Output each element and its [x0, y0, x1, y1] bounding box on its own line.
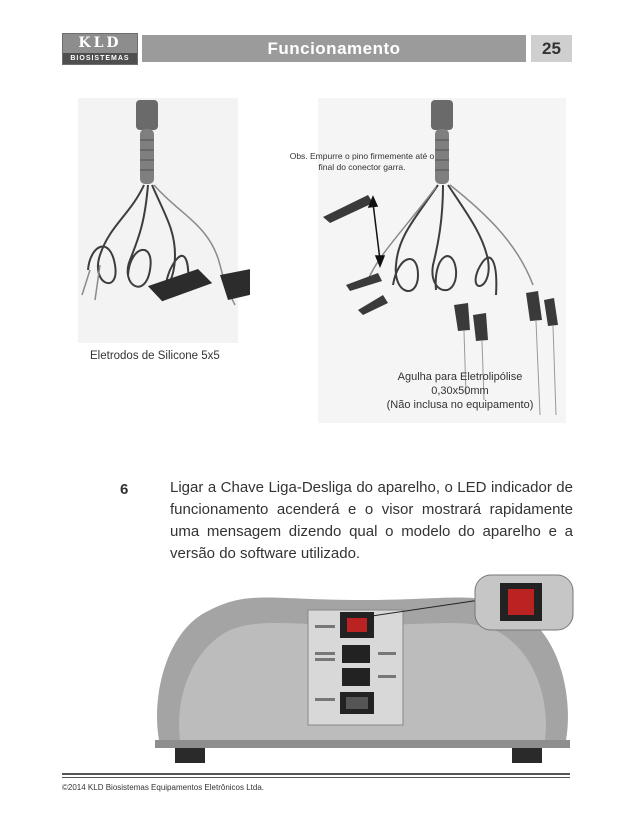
device-photo — [150, 570, 575, 765]
logo-subtext: BIOSISTEMAS — [63, 53, 137, 64]
footer-copyright: ©2014 KLD Biosistemas Equipamentos Eletrônicos Ltda. — [62, 783, 265, 792]
caption-electrodes: Eletrodos de Silicone 5x5 — [90, 350, 220, 362]
kld-logo — [62, 33, 138, 65]
caption-needle-line3: (Não inclusa no equipamento) — [386, 399, 534, 411]
caption-needle — [360, 370, 560, 412]
step-text: Ligar a Chave Liga-Desliga do aparelho, o LED indicador de funcionamento acenderá e o visor mostrará rapidamente uma mensagem dizendo qual o modelo do aparelho e a versão do software utilizado. — [170, 479, 573, 562]
footer-rule-thin — [62, 777, 570, 778]
logo-text: KLD — [78, 35, 122, 51]
footer-rule — [62, 773, 570, 775]
electrodes-photo — [70, 95, 250, 355]
page-title: Funcionamento — [142, 35, 526, 62]
caption-needle-line1: Agulha para Eletrolipólise — [397, 371, 523, 383]
caption-needle-line2: 0,30x50mm — [431, 385, 489, 397]
note-text: Obs. Empurre o pino firmemente até o final do conector garra. — [289, 151, 435, 172]
step-number: 6 — [120, 481, 129, 498]
page-number: 25 — [531, 35, 572, 62]
